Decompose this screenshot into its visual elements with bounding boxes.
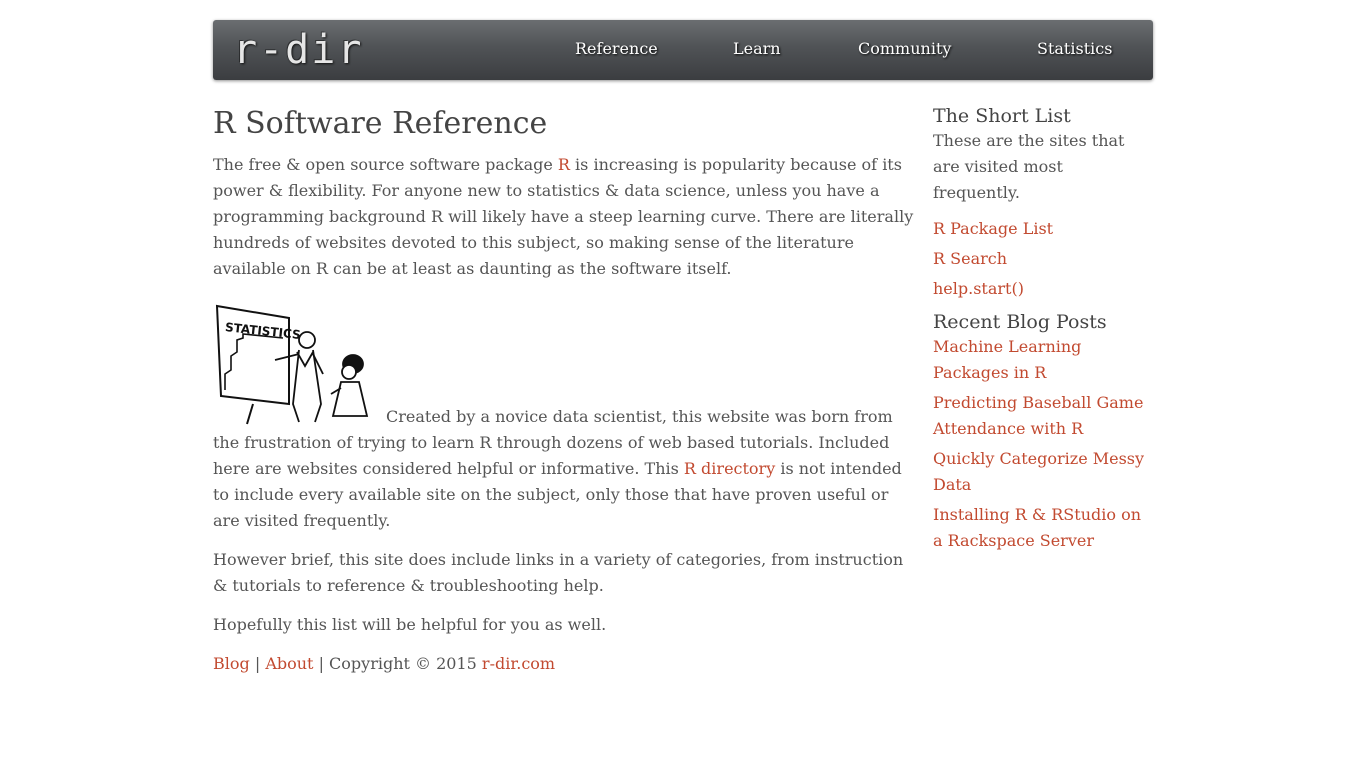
about-paragraph	[213, 300, 918, 534]
top-navbar	[213, 20, 1153, 80]
short-list-description: These are the sites that are visited most frequently.	[933, 131, 1125, 202]
closing-paragraph: Hopefully this list will be helpful for you as well.	[213, 615, 607, 634]
about-text-2: is not intended to include every available site on the subject, only those that have proven useful or are visited frequently.	[213, 459, 902, 530]
illustration-caption: STATISTICS	[224, 320, 302, 342]
footer-blog-link[interactable]: Blog	[213, 654, 250, 673]
nav-reference[interactable]: Reference	[575, 39, 658, 58]
r-search-link[interactable]: R Search	[933, 249, 1008, 268]
blog-post-link[interactable]: Machine Learning Packages in R	[933, 337, 1082, 382]
blog-post-link[interactable]: Installing R & RStudio on a Rackspace Server	[933, 505, 1142, 550]
blog-post-link[interactable]: Predicting Baseball Game Attendance with R	[933, 393, 1144, 438]
page-title: R Software Reference	[213, 106, 548, 141]
site-logo[interactable]: r-dir	[233, 27, 364, 73]
nav-community[interactable]: Community	[858, 39, 952, 58]
r-link[interactable]: R	[557, 155, 570, 174]
nav-learn[interactable]: Learn	[733, 39, 781, 58]
footer-site-link[interactable]: r-dir.com	[481, 654, 556, 673]
main-content	[213, 104, 918, 690]
footer-copyright: | Copyright © 2015	[313, 654, 482, 673]
blog-post-link[interactable]: Quickly Categorize Messy Data	[933, 449, 1145, 494]
about-text-1: Created by a novice data scientist, this website was born from the frustration of trying to learn R through dozens of web based tutorials. Included here are websites considered helpful or informative. This	[213, 407, 893, 478]
r-package-list-link[interactable]: R Package List	[933, 219, 1054, 238]
short-list-links	[933, 216, 1153, 302]
sidebar	[933, 104, 1153, 558]
categories-paragraph: However brief, this site does include links in a variety of categories, from instruction & tutorials to reference & troubleshooting help.	[213, 550, 904, 595]
footer	[213, 651, 918, 677]
help-start-link[interactable]: help.start()	[933, 279, 1024, 298]
footer-about-link[interactable]: About	[265, 654, 314, 673]
intro-text-1: The free & open source software package	[213, 155, 558, 174]
recent-posts-list	[933, 334, 1153, 554]
nav-statistics[interactable]: Statistics	[1037, 39, 1113, 58]
intro-paragraph	[213, 152, 918, 282]
intro-text-2: is increasing is popularity because of its power & flexibility. For anyone new to statistics & data science, unless you have a programming background R will likely have a steep learning curve. There are literally hundreds of websites devoted to this subject, so making sense of the literature available on R can be at least as daunting as the software itself.	[213, 155, 914, 278]
footer-separator: |	[249, 654, 266, 673]
recent-posts-title: Recent Blog Posts	[933, 311, 1107, 333]
statistics-illustration	[213, 304, 376, 426]
short-list-title: The Short List	[933, 105, 1071, 127]
r-directory-link[interactable]: R directory	[683, 459, 776, 478]
